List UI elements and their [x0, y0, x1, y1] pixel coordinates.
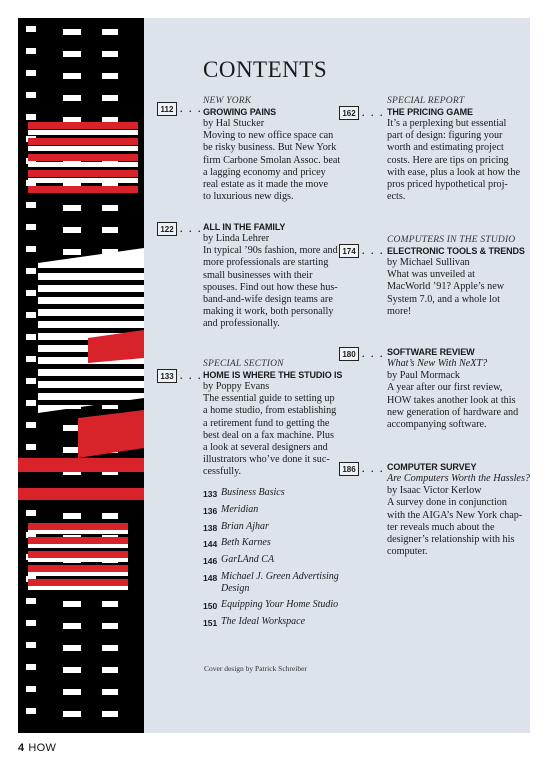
entry-headline[interactable]: HOME IS WHERE THE STUDIO IS	[203, 370, 343, 380]
cover-stripe	[28, 579, 128, 586]
entry-headline[interactable]: GROWING PAINS	[203, 107, 277, 117]
leader-dots: . . .	[362, 464, 385, 474]
cover-stripe	[26, 642, 36, 648]
entry-kicker: COMPUTERS IN THE STUDIO	[387, 235, 516, 245]
leader-dots: . . .	[180, 224, 203, 234]
page-number: 4	[18, 742, 25, 754]
cover-stripe	[102, 95, 118, 101]
entry-kicker: SPECIAL SECTION	[203, 359, 284, 369]
leader-dots: . . .	[362, 108, 385, 118]
cover-stripe	[63, 249, 81, 255]
page-number-badge[interactable]: 180	[339, 347, 359, 361]
entry-description-line: a retirement fund to getting the	[203, 417, 330, 429]
section-list-title: Brian Ajhar	[221, 520, 269, 532]
section-list-page: 133	[203, 489, 218, 499]
section-article-list	[203, 487, 343, 633]
cover-stripe	[26, 26, 36, 32]
cover-stripe	[26, 510, 36, 516]
cover-stripe	[28, 154, 138, 161]
page-number-badge[interactable]: 133	[157, 369, 177, 383]
entry-description-line: Moving to new office space can	[203, 130, 334, 142]
entry-byline: by Isaac Victor Kerlow	[387, 485, 482, 497]
page-title: CONTENTS	[203, 57, 328, 82]
leader-dots: . . .	[362, 246, 385, 256]
cover-stripe	[26, 400, 36, 406]
cover-stripe	[63, 205, 81, 211]
entry-description-line: a lagging economy and pricey	[203, 166, 326, 178]
section-list-item[interactable]	[203, 521, 343, 534]
section-list-page: 138	[203, 522, 218, 533]
cover-stripe	[28, 170, 138, 177]
cover-stripe	[102, 205, 118, 211]
cover-stripe	[28, 122, 138, 129]
entry-description-line: more professionals are starting	[203, 257, 329, 269]
cover-stripe	[28, 537, 128, 544]
entry-byline: by Michael Sullivan	[387, 257, 470, 268]
entry-byline: by Poppy Evans	[203, 381, 270, 392]
cover-stripe	[63, 51, 81, 57]
cover-stripe	[28, 551, 128, 558]
cover-stripe	[102, 227, 118, 233]
entry-description-line: to luxurious new digs.	[203, 191, 294, 203]
contents-entry[interactable]	[387, 462, 542, 558]
cover-stripe	[102, 689, 118, 695]
magazine-name: HOW	[28, 742, 57, 754]
cover-stripe	[102, 645, 118, 651]
section-list-item[interactable]	[203, 599, 343, 612]
entry-description-line: accompanying software.	[387, 419, 487, 431]
cover-stripe	[26, 444, 36, 450]
cover-stripe	[38, 388, 144, 393]
section-list-title: Michael J. Green Advertising Design	[221, 570, 339, 595]
entry-description-line: HOW takes another look at this	[387, 394, 516, 406]
cover-credit: Cover design by Patrick Schreiber	[204, 664, 307, 673]
cover-stripe	[26, 422, 36, 428]
entry-byline: by Hal Stucker	[203, 118, 265, 129]
cover-stripe	[26, 686, 36, 692]
cover-stripe	[26, 114, 36, 120]
entry-byline: by Linda Lehrer	[203, 233, 270, 244]
entry-headline[interactable]: COMPUTER SURVEY	[387, 462, 477, 472]
cover-stripe	[102, 667, 118, 673]
cover-stripe	[38, 292, 144, 297]
entry-description-line: more!	[387, 305, 412, 317]
cover-stripe	[26, 202, 36, 208]
cover-stripe	[28, 178, 138, 183]
cover-stripe	[26, 334, 36, 340]
entry-headline[interactable]: SOFTWARE REVIEW	[387, 347, 475, 357]
entry-description-line: computer.	[387, 546, 428, 558]
cover-stripe	[102, 51, 118, 57]
entry-description-line: cessfully.	[203, 466, 242, 478]
cover-stripe	[102, 711, 118, 717]
cover-stripe	[38, 364, 144, 369]
contents-entry[interactable]	[387, 347, 542, 431]
cover-stripe	[26, 620, 36, 626]
cover-stripe	[26, 664, 36, 670]
entry-description-line: part of design: figuring your	[387, 130, 503, 142]
entry-description-line: a home studio, from establishing	[203, 405, 337, 417]
entry-description-line: pros priced hypothetical proj-	[387, 179, 508, 191]
leader-dots: . . .	[362, 349, 385, 359]
entry-description-line: What was unveiled at	[387, 269, 475, 281]
entry-kicker: SPECIAL REPORT	[387, 96, 465, 106]
contents-entry[interactable]	[203, 96, 358, 203]
section-list-title: The Ideal Workspace	[221, 615, 306, 627]
cover-stripe	[28, 544, 128, 548]
cover-stripe	[26, 356, 36, 362]
cover-stripe	[38, 328, 144, 333]
cover-stripe	[63, 645, 81, 651]
section-list-page: 148	[203, 572, 218, 583]
entry-description-line: System 7.0, and a whole lot	[387, 293, 500, 305]
contents-entry[interactable]	[203, 359, 358, 479]
entry-description-line: firm Carbone Smolan Assoc. beat	[203, 154, 341, 166]
cover-stripe	[26, 246, 36, 252]
cover-stripe	[26, 224, 36, 230]
cover-stripe	[28, 572, 128, 576]
entry-description-line: In typical ’90s fashion, more and	[203, 245, 338, 257]
cover-stripe	[102, 513, 118, 519]
section-list-item[interactable]	[203, 571, 343, 595]
section-list-item[interactable]	[203, 537, 343, 550]
entry-description-line: It’s a perplexing but essential	[387, 118, 507, 129]
cover-stripe	[28, 565, 128, 572]
cover-stripe	[63, 227, 81, 233]
section-list-item[interactable]	[203, 504, 343, 517]
section-list-page: 144	[203, 539, 218, 550]
section-list-page: 146	[203, 556, 218, 567]
cover-stripe	[26, 598, 36, 604]
page-number-badge[interactable]: 174	[339, 244, 359, 258]
cover-stripe	[28, 523, 128, 530]
page-number-badge[interactable]: 122	[157, 222, 177, 236]
entry-headline[interactable]: THE PRICING GAME	[387, 107, 473, 117]
leader-dots: . . .	[180, 371, 203, 381]
contents-entry[interactable]	[203, 222, 358, 331]
cover-stripe	[63, 513, 81, 519]
page-number-badge[interactable]: 186	[339, 462, 359, 476]
entry-description-line: be risky business. But New York	[203, 142, 337, 154]
cover-stripe	[26, 48, 36, 54]
cover-art-stripes	[18, 18, 144, 733]
cover-stripe	[38, 316, 144, 321]
entry-description-line: new generation of hardware and	[387, 406, 519, 418]
cover-stripe	[38, 280, 144, 285]
page-folio	[18, 742, 56, 754]
section-list-item[interactable]	[203, 616, 343, 629]
cover-stripe	[102, 29, 118, 35]
entry-subtitle: What’s New With NeXT?	[387, 358, 488, 369]
section-list-page: 136	[203, 505, 218, 516]
entry-description-line: with ease, plus a look at how the	[387, 166, 520, 178]
cover-stripe	[78, 410, 144, 458]
entry-description-line: best deal on a fax machine. Plus	[203, 429, 334, 441]
entry-description-line: band-and-wife design teams are	[203, 294, 333, 306]
entry-kicker: NEW YORK	[203, 96, 252, 106]
section-list-title: GarLAnd CA	[221, 554, 275, 566]
section-list-item[interactable]	[203, 487, 343, 500]
cover-stripe	[18, 458, 144, 472]
cover-stripe	[63, 29, 81, 35]
cover-stripe	[28, 162, 138, 167]
section-list-title: Equipping Your Home Studio	[221, 598, 339, 610]
section-list-title: Business Basics	[221, 487, 285, 498]
cover-stripe	[26, 708, 36, 714]
entry-headline[interactable]: ELECTRONIC TOOLS & TRENDS	[387, 246, 525, 256]
entry-description-line: ects.	[387, 191, 406, 203]
cover-stripe	[102, 73, 118, 79]
cover-stripe	[38, 400, 144, 405]
cover-stripe	[28, 130, 138, 135]
page-number-badge[interactable]: 112	[157, 102, 177, 116]
section-list-page: 150	[203, 600, 218, 611]
cover-stripe	[28, 138, 138, 145]
entry-description-line: costs. Here are tips on pricing	[387, 154, 509, 166]
entry-description-line: worth and estimating project	[387, 142, 504, 154]
cover-stripe	[18, 488, 144, 500]
cover-stripe	[26, 92, 36, 98]
entry-byline: by Paul Mormack	[387, 370, 460, 382]
cover-stripe	[26, 312, 36, 318]
entry-headline[interactable]: ALL IN THE FAMILY	[203, 222, 286, 232]
entry-description-line: MacWorld ’91? Apple’s new	[387, 281, 505, 293]
leader-dots: . . .	[180, 104, 203, 114]
entry-description-line: illustrators who’ve done it suc-	[203, 454, 330, 466]
cover-stripe	[38, 268, 144, 273]
entry-subtitle: Are Computers Worth the Hassles?	[387, 473, 531, 484]
entry-description-line: with the AIGA’s New York chap-	[387, 509, 523, 521]
cover-stripe	[26, 378, 36, 384]
cover-stripe	[63, 95, 81, 101]
cover-stripe	[38, 376, 144, 381]
entry-description-line: real estate as it made the move	[203, 179, 329, 191]
section-list-title: Meridian	[221, 503, 259, 515]
cover-stripe	[28, 558, 128, 562]
cover-stripe	[26, 70, 36, 76]
section-list-page: 151	[203, 617, 218, 628]
entry-description-line: A year after our first review,	[387, 382, 503, 394]
cover-stripe	[63, 601, 81, 607]
entry-description-line: A survey done in conjunction	[387, 497, 507, 509]
cover-stripe	[63, 667, 81, 673]
cover-stripe	[38, 304, 144, 309]
cover-stripe	[28, 186, 138, 193]
cover-stripe	[102, 623, 118, 629]
cover-stripe	[63, 73, 81, 79]
entry-description-line: making it work, both personally	[203, 306, 334, 318]
entry-description-line: small businesses with their	[203, 269, 313, 281]
entry-description-line: a look at several designers and	[203, 442, 328, 454]
section-list-title: Beth Karnes	[221, 537, 271, 549]
entry-description-line: spouses. Find out how these hus-	[203, 281, 338, 293]
cover-stripe	[28, 530, 128, 534]
cover-stripe	[102, 601, 118, 607]
cover-stripe	[28, 146, 138, 151]
section-list-item[interactable]	[203, 554, 343, 567]
entry-description-line: The essential guide to setting up	[203, 393, 335, 405]
contents-entry[interactable]	[387, 235, 542, 318]
entry-description-line: and professionally.	[203, 318, 280, 330]
cover-stripe	[26, 290, 36, 296]
entry-description-line: ter reveals much about the	[387, 521, 495, 533]
cover-stripe	[63, 623, 81, 629]
contents-entry[interactable]	[387, 96, 542, 203]
cover-stripe	[63, 711, 81, 717]
cover-stripe	[63, 689, 81, 695]
page-number-badge[interactable]: 162	[339, 106, 359, 120]
entry-description-line: designer’s relationship with his	[387, 534, 515, 546]
cover-stripe	[26, 268, 36, 274]
cover-stripe	[28, 586, 128, 590]
